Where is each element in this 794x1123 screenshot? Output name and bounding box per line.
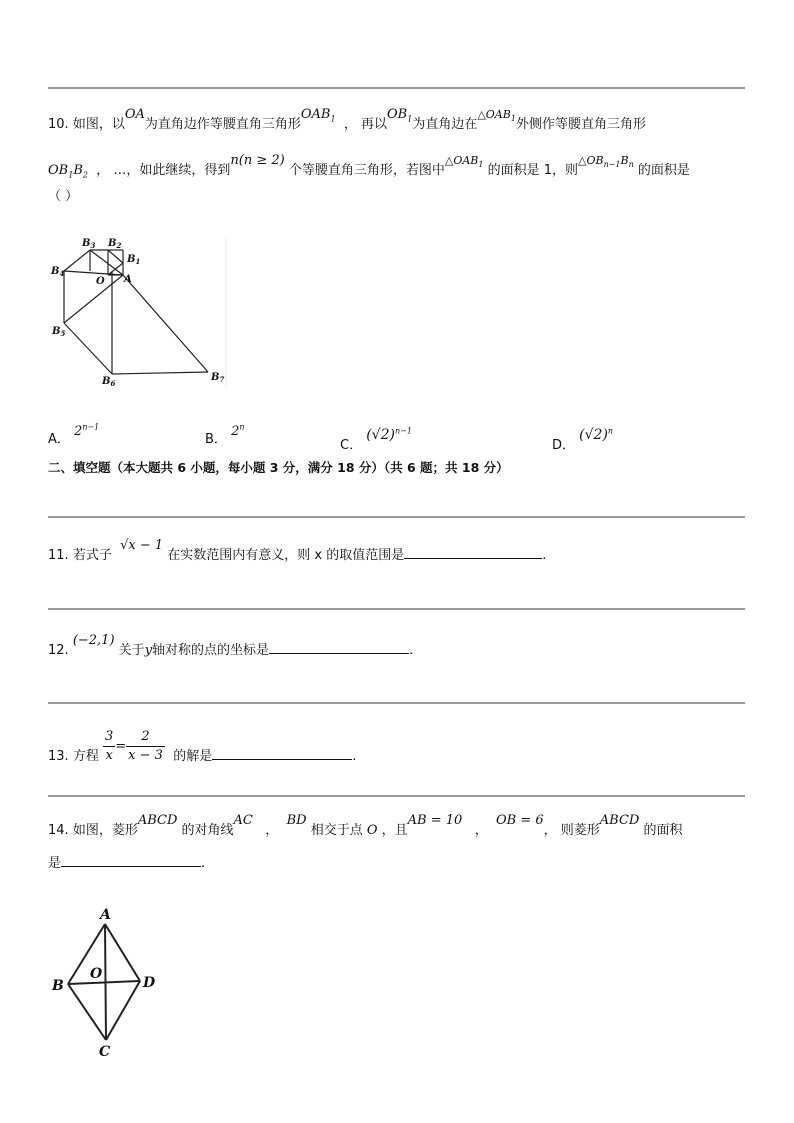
q12-axis: y (144, 643, 153, 658)
q14-end: . (201, 856, 206, 871)
q10-text: 外侧作等腰直角三角形 (515, 117, 646, 132)
fig-line (68, 984, 106, 1040)
fig-label-c: C (99, 1044, 111, 1060)
q14-math: O (366, 823, 378, 838)
q14-math: OB = 6 (495, 813, 544, 828)
q11-answer-blank[interactable] (404, 544, 542, 559)
fig-label-b7: $B_7$ (211, 372, 225, 384)
option-b[interactable] (205, 422, 245, 447)
option-letter: C． (340, 438, 363, 453)
q14-math: AC (233, 813, 253, 828)
fig-line (112, 372, 208, 374)
q10-math-n: n(n ≥ 2) (230, 153, 285, 168)
fig-line (64, 271, 123, 275)
divider (48, 87, 745, 89)
q13-line (48, 729, 357, 775)
fig-line (108, 250, 123, 263)
fig-label-b4: $B_4$ (51, 266, 65, 278)
fig-line (68, 981, 140, 984)
q12-text: 关于 (118, 643, 145, 658)
q11-text: 在实数范围内有意义，则 x 的取值范围是 (167, 548, 405, 563)
fig-label-b1: $B_1$ (127, 254, 141, 266)
option-d[interactable] (552, 424, 614, 453)
q10-text: 的面积是 1，则 (487, 163, 579, 178)
q10-paren (48, 188, 78, 206)
answer-paren: （ ） (48, 189, 79, 204)
math-text: OAB (300, 107, 331, 122)
q14-math: BD (286, 813, 307, 828)
fig-label-b5: $B_5$ (52, 326, 66, 338)
q12-end: . (409, 643, 414, 658)
q14-line2 (48, 852, 205, 873)
divider (48, 702, 745, 704)
math-text: OB (48, 163, 69, 178)
q10-math-tri-oab1: △OAB1 (477, 108, 516, 124)
option-c[interactable] (340, 424, 412, 453)
q10-figure (48, 234, 233, 389)
q14-text: 的面积 (643, 823, 683, 838)
option-a-expr (74, 424, 99, 439)
q10-text: ， …，如此继续，得到 (96, 163, 231, 178)
q14-text: 相交于点 (310, 823, 363, 838)
q13-right-fraction (126, 728, 165, 765)
q10-math-ob1b2: $OB_1B_2$ (48, 163, 88, 180)
option-base: 2 (74, 424, 83, 439)
q11-number: 11. (48, 548, 73, 563)
fraction-denominator: x (105, 748, 113, 763)
divider (48, 516, 745, 518)
q13-text: 的解是 (173, 749, 213, 764)
q13-end: . (352, 749, 357, 764)
q14-figure (48, 902, 168, 1062)
q11-text: 若式子 (72, 548, 112, 563)
fig-line (123, 275, 208, 372)
q12-number: 12. (48, 643, 73, 658)
q13-number: 13. (48, 749, 73, 764)
fig-label-a: A (124, 274, 132, 285)
fig-line (64, 250, 90, 271)
option-letter: B． (205, 432, 227, 447)
q14-text: 的对角线 (181, 823, 234, 838)
q12-answer-blank[interactable] (269, 639, 409, 654)
option-exp: n−1 (394, 426, 412, 436)
math-text: △OAB (477, 108, 511, 121)
option-letter: D． (552, 438, 576, 453)
q10-text: 为直角边在 (412, 117, 478, 132)
fraction-denominator: x − 3 (128, 748, 163, 763)
fig-label-o: O (96, 276, 105, 287)
fraction-numerator: 3 (103, 728, 115, 747)
q14-text: ， 则菱形 (543, 823, 600, 838)
fig-label-b2: $B_2$ (108, 238, 122, 250)
q11-line (48, 538, 547, 565)
q14-text: 是 (48, 856, 62, 871)
fig-line (64, 275, 123, 323)
fig-label-b3: $B_3$ (82, 238, 96, 250)
fig-label-a: A (100, 907, 111, 923)
divider (48, 608, 745, 610)
option-d-expr (579, 427, 613, 443)
q14-answer-blank[interactable] (61, 852, 201, 867)
q14-line1: 14. 如图，菱形ABCD 的对角线AC ， BD 相交于点 O ，且AB = 10 ， OB = 6， 则菱形ABCD 的面积 (48, 813, 683, 838)
option-base: 2 (231, 424, 240, 439)
fig-label-b6: $B_6$ (102, 376, 116, 388)
fig-label-d: D (143, 975, 156, 991)
q10-text: 的面积是 (637, 163, 690, 178)
q12-point: (−2,1) (72, 633, 115, 648)
q10-math-tri-oab1-b: △OAB1 (444, 154, 484, 170)
q12-text: 轴对称的点的坐标是 (152, 643, 270, 658)
fig-line (90, 250, 123, 275)
q10-math-oa: OA (124, 107, 145, 122)
q14-text: ，且 (381, 823, 408, 838)
fig-label-b: B (52, 978, 64, 994)
q10-line1 (48, 107, 646, 139)
q10-math-oab1: $OAB_1$ (300, 107, 336, 124)
math-text: △OAB (444, 154, 479, 167)
q10-math-tri-obn: △OBn−1Bn (578, 154, 634, 170)
option-exp: n−1 (82, 422, 100, 432)
q11-expr: √x − 1 (120, 538, 164, 553)
q13-text: 方程 (72, 749, 99, 764)
q14-math: AB = 10 (407, 813, 463, 828)
math-text: △OB (578, 154, 604, 167)
option-exp: n (607, 426, 614, 436)
fig-line (105, 924, 140, 981)
option-b-expr (231, 424, 244, 439)
option-a[interactable] (48, 422, 100, 447)
q10-text: 个等腰直角三角形，若图中 (288, 163, 445, 178)
q10-line2 (48, 153, 690, 185)
q10-math-ob1: $OB_1$ (387, 107, 413, 124)
q14-math: ABCD (599, 813, 640, 828)
fig-line (64, 323, 112, 374)
section-heading: 二、填空题（本大题共 6 小题，每小题 3 分，满分 18 分）（共 6 题；共 18 分） (48, 460, 509, 475)
option-exp: n (239, 422, 245, 432)
option-base: (√2) (579, 427, 608, 443)
fraction-numerator: 2 (126, 728, 165, 747)
option-base: (√2) (366, 427, 395, 443)
q10-text: ， 再以 (343, 117, 387, 132)
q10-number: 10. (48, 117, 73, 132)
fig-label-o: O (90, 966, 103, 982)
q14-text: 如图，菱形 (72, 823, 138, 838)
option-letter: A． (48, 432, 70, 447)
q14-number: 14. (48, 823, 73, 838)
q12-line (48, 633, 414, 660)
q14-math: ABCD (137, 813, 178, 828)
option-c-expr (366, 427, 412, 443)
q11-end: . (542, 548, 547, 563)
q13-left-fraction (103, 728, 115, 765)
fig-line (106, 981, 140, 1040)
divider (48, 795, 745, 797)
equals-sign: = (115, 739, 127, 754)
math-text: OB (387, 107, 408, 122)
q10-text: 为直角边作等腰直角三角形 (144, 117, 301, 132)
q10-text: 如图，以 (72, 117, 125, 132)
q13-answer-blank[interactable] (212, 745, 352, 760)
